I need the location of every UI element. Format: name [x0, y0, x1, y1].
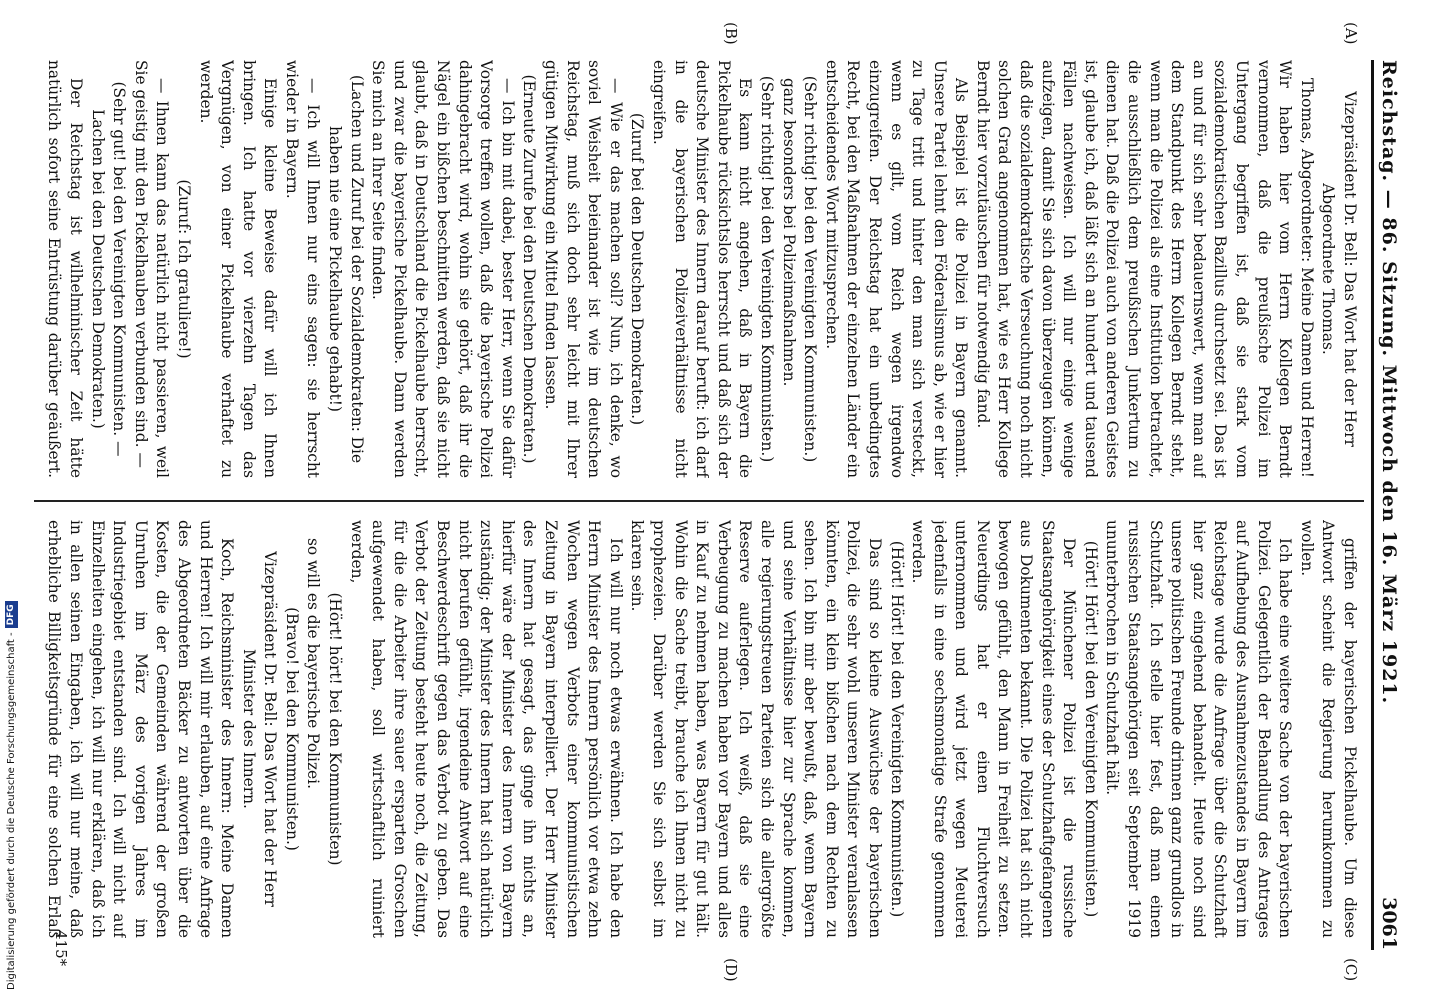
- interjection: (Lachen und Zuruf bei der Sozialdemokraten: Die haben nie eine Pickelhaube gehabt!): [326, 74, 366, 464]
- interjection: (Zuruf bei den Deutschen Demokraten.): [628, 112, 647, 426]
- paragraph: so will es die bayerische Polizei.: [304, 538, 323, 789]
- interjection: (Zuruf: Ich gratuliere!): [174, 179, 193, 359]
- paragraph: griffen der bayerischen Pickelhaube. Um diese Antwort scheint die Regierung herumkommen zu wollen.: [1297, 520, 1359, 938]
- dfg-logo[interactable]: DFG: [5, 601, 18, 628]
- paragraph: Einige kleine Beweise dafür will ich Ihnen bringen. Ich hatte vor vierzehn Tagen das Vergnügen, von einer Pickelhaube verhaftet zu werden.: [196, 60, 280, 478]
- left-column: [40, 60, 1360, 478]
- right-column: [40, 520, 1360, 938]
- interjection: (Hört! Hört! bei den Vereinigten Kommunisten.): [1081, 540, 1100, 918]
- paragraph: Thomas, Abgeordneter: Meine Damen und Herren! Wir haben hier vom Herrn Kollegen Berndt vernommen, daß die preußische Polizei im Untergang begriffen ist, daß sie stark vom sozialdemokratischen Bazillus durchsetzt sei. Das ist an und für sich sehr bedauernswert, wenn man auf dem Standpunkt des Herrn Kollegen Berndt steht, wenn man die Polizei als eine Institution betrachtet, die ausschließlich dem preußischen Junkertum zu dienen hat. Daß die Polizei auch von anderen Geistes ist, glaube ich, daß läßt sich an hundert und tausend Fällen nachweisen. Ich will nur einige wenige aufzeigen, damit Sie sich davon überzeugen können, daß die sozialdemokratische Verseuchung noch nicht solchen Grad angenommen hat, wie es Herr Kollege Berndt hier vorzutäuschen für notwendig fand.: [973, 60, 1316, 478]
- margin-marker-b: (B): [722, 22, 740, 45]
- paragraph: Der Münchener Polizei ist die russische Staatsangehörigkeit eines der Schutzhaftgefangenen aus Dokumenten bekannt. Die Polizei hat sich nicht bewogen gefühlt, den Mann in Freiheit zu setzen. Neuerdings hat er einen Fluchtversuch unternommen und wird jetzt wegen Meuterei jedenfalls in eine sechsmonatige Strafe genommen werden.: [909, 520, 1079, 938]
- page-number: 3061: [1378, 897, 1400, 950]
- interjection: (Erneute Zurufe bei den Deutschen Demokraten.): [520, 74, 539, 464]
- footer-text-line: [4, 10, 20, 990]
- paragraph: — Ich will Ihnen nur eins sagen: sie herrscht wieder in Bayern.: [282, 60, 323, 478]
- interjection: (Sehr richtig! bei den Vereinigten Kommunisten.): [757, 75, 776, 463]
- paragraph: Als Beispiel ist die Polizei in Bayern genannt. Unsere Partei lehnt den Föderalismus ab, wie er hier zu Tage tritt und hinter den man sich versteckt, wenn es gilt, vom Reich wegen irgendwo einzugreifen. Der Reichstag hat ein unbedingtes Recht, bei den Maßnahmen der einzelnen Länder ein entscheidendes Wort mitzusprechen.: [822, 60, 971, 478]
- paragraph: Koch, Reichsminister des Innern: Meine Damen und Herren! Ich will mir erlauben, auf eine Anfrage des Abgeordneten Bäcker zu antworten über die Kosten, die der Gemeinden während der großen Unruhen im März des vorigen Jahres im Industriegebiet entstanden sind. Ich will nicht auf Einzelheiten eingehen, ich will nur erklären, daß ich in allen seinen Eingaben, ich will nur meine, daß erhebliche Billigkeitsgründe für eine solchen Erlaß: [45, 520, 237, 938]
- page-header: [1371, 60, 1406, 950]
- footer-credit: [4, 10, 20, 990]
- margin-marker-c: (C): [1342, 958, 1360, 982]
- paragraph: Vizepräsident Dr. Bell: Das Wort hat der Herr Abgeordnete Thomas.: [1319, 91, 1359, 447]
- running-head: Reichstag. — 86. Sitzung. Mittwoch den 16. März 1921.: [1378, 60, 1400, 705]
- paragraph: Vizepräsident Dr. Bell: Das Wort hat der Herr Minister des Innern.: [239, 551, 280, 907]
- paragraph: Das sind so kleine Auswüchse der bayerischen Polizei, die sehr wohl unseren Minister veranlassen könnten, ein klein bißchen nach dem Rechten zu sehen. Ich bin mir aber bewußt, daß, wenn Bayern und seine Verhältnisse hier zur Sprache kommen, alle regierungstreuen Parteien sich die allergrößte Reserve auferlegen. Ich weiß, daß sie eine Verbeugung zu machen haben vor Bayern und alles in Kauf zu nehmen haben, was Bayern für gut hält. Wohin die Sache treibt, brauche ich Ihnen nicht zu prophezeien. Darüber werden Sie sich selbst im klaren sein.: [628, 520, 884, 938]
- interjection: (Hört! hört! bei den Kommunisten): [326, 592, 345, 866]
- signature-mark: 415*: [52, 930, 70, 967]
- column-divider: [34, 500, 1364, 502]
- paragraph: ganz besonders bei Polizeimaßnahmen.: [779, 78, 798, 387]
- interjection: (Sehr gut! bei den Vereinigten Kommunisten. — Lachen bei den Deutschen Demokraten.): [88, 81, 129, 457]
- margin-marker-d: (D): [722, 958, 740, 982]
- paragraph: — Ihnen kann das natürlich nicht passieren, weil Sie geistig mit den Pickelhauben verbunden sind. —: [131, 60, 172, 478]
- paragraph: Der Reichstag ist wilhelminischer Zeit hätte natürlich sofort seine Entrüstung darüber geäußert.: [45, 60, 85, 478]
- footer-credit-text: Digitalisierung gefördert durch die Deutsche Forschungsgemeinschaft -: [6, 632, 17, 990]
- paragraph: — Ich bin mit dabei, bester Herr, wenn Sie dafür Vorsorge treffen wollen, daß die bayerische Polizei dahingebracht wird, wohin sie gehört, daß ihr die Nägel ein bißchen beschnitten werden, daß sie nicht glaubt, daß in Deutschland die Pickelhaube herrscht, und zwar die bayerische Pickelhaube. Dann werden Sie mich an Ihrer Seite finden.: [369, 60, 517, 478]
- paragraph: Ich will nur noch etwas erwähnen. Ich habe den Herrn Minister des Innern persönlich vor etwa zehn Wochen wegen Verbots einer kommunistischen Zeitung in Bayern interpelliert. Der Herr Minister des Innern hat gesagt, das ginge ihn nichts an, hierfür wäre der Minister des Innern von Bayern zuständig; der Minister des Innern hat sich natürlich nicht berufen gefühlt, irgendeine Antwort auf eine Beschwerdeschrift gegen das Verbot zu geben. Das Verbot der Zeitung besteht heute noch, die Zeitung, für die die Arbeiter ihre sauer ersparten Groschen aufgewendet haben, soll wirtschaftlich ruiniert werden,: [347, 520, 625, 938]
- margin-marker-a: (A): [1342, 22, 1360, 45]
- paragraph: Ich habe eine weitere Sache von der bayerischen Polizei. Gelegentlich der Behandlung des Antrages auf Aufhebung des Ausnahmezustandes in Bayern im Reichstage wurde die Anfrage über die Schutzhaft hier ganz eingehend behandelt. Heute noch sind unsere politischen Freunde drinnen ganz grundlos in Schutzhaft. Ich stelle hier fest, daß man einen russischen Staatsangehörigen seit September 1919 ununterbrochen in Schutzhaft hält.: [1103, 520, 1295, 938]
- paragraph: — Wie er das machen soll? Nun, ich denke, wo soviel Weisheit beieinander ist wie im deutschen Reichstag, muß sich doch sehr leicht mit Ihrer gütigen Mitwirkung ein Mittel finden lassen.: [542, 60, 625, 478]
- interjection: (Bravo! bei den Kommunisten.): [282, 607, 301, 851]
- paragraph: Es kann nicht angehen, daß in Bayern die Pickelhaube rücksichtslos herrscht und daß sich der deutsche Minister des Innern darauf beruft: ich darf in die bayerischen Polizeiverhältnisse nicht eingreifen.: [650, 60, 755, 478]
- interjection: (Sehr richtig! bei den Vereinigten Kommunisten.): [801, 75, 820, 463]
- interjection: (Hört! Hört! bei den Vereinigten Kommunisten.): [887, 540, 906, 918]
